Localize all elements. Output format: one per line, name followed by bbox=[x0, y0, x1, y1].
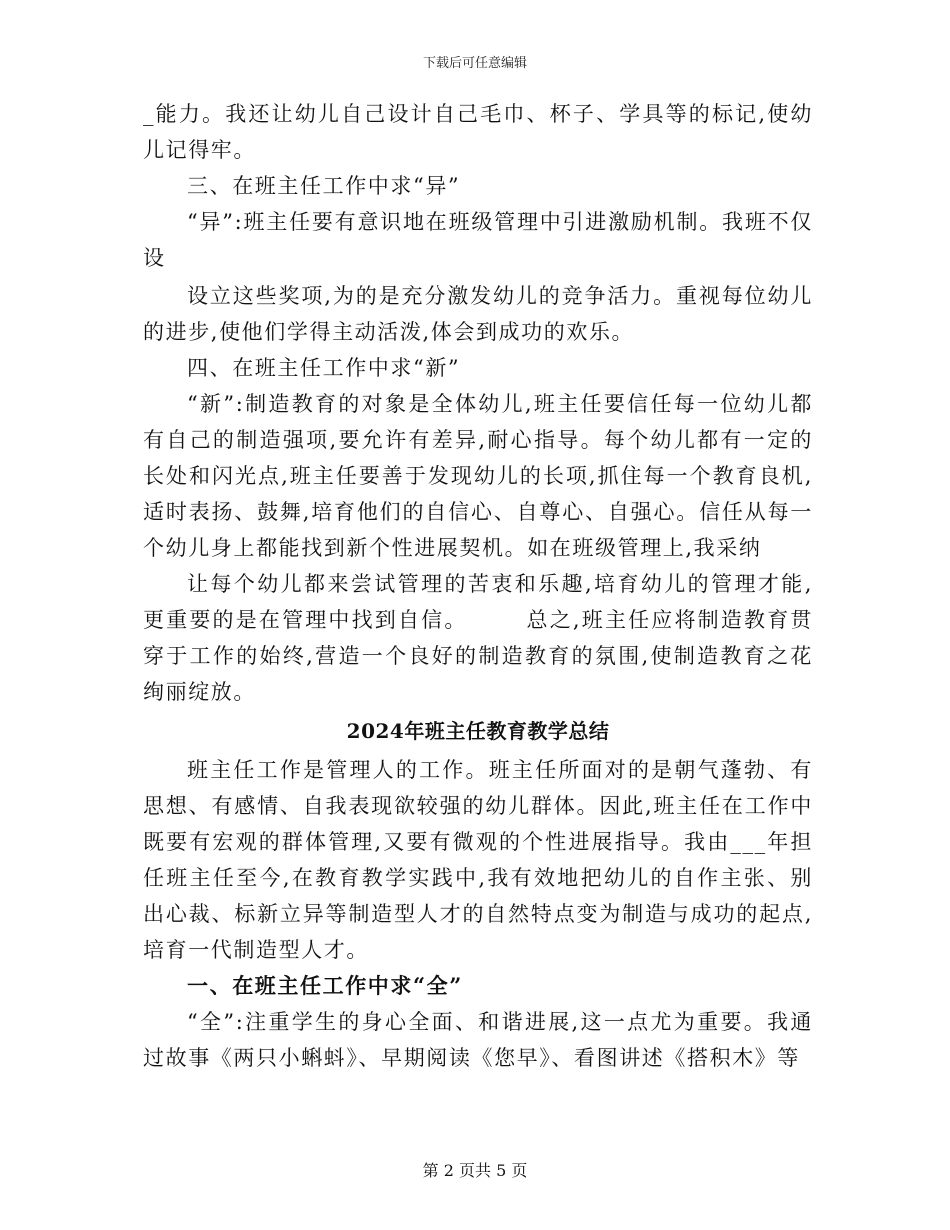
paragraph-management: 让每个幼儿都来尝试管理的苦衷和乐趣,培育幼儿的管理才能,更重要的是在管理中找到自信。 总之,班主任应将制造教育贯穿于工作的始终,营造一个良好的制造教育的氛围,使制造教育之花绚丽绽放。 bbox=[143, 572, 813, 704]
document-body bbox=[143, 96, 813, 1076]
paragraph-intro: 班主任工作是管理人的工作。班主任所面对的是朝气蓬勃、有思想、有感情、自我表现欲较强的幼儿群体。因此,班主任在工作中既要有宏观的群体管理,又要有微观的个性进展指导。我由___年担任班主任至今,在教育教学实践中,我有效地把幼儿的自作主张、别出心裁、标新立异等制造型人才的自然特点变为制造与成功的起点,培育一代制造型人才。 bbox=[143, 758, 813, 962]
document-title: 2024年班主任教育教学总结 bbox=[346, 719, 610, 743]
section-heading-4: 四、在班主任工作中求“新” bbox=[187, 356, 461, 380]
paragraph-xin: “新”:制造教育的对象是全体幼儿,班主任要信任每一位幼儿都有自己的制造强项,要允许有差异,耐心指导。每个幼儿都有一定的长处和闪光点,班主任要善于发现幼儿的长项,抓住每一个教育良机,适时表扬、鼓舞,培育他们的自信心、自尊心、自强心。信任从每一个幼儿身上都能找到新个性进展契机。如在班级管理上,我采纳 bbox=[143, 392, 813, 560]
header-note: 下载后可任意编辑 bbox=[422, 56, 527, 71]
paragraph-yi: “异”:班主任要有意识地在班级管理中引进激励机制。我班不仅设 bbox=[143, 210, 813, 270]
paragraph-quan: “全”:注重学生的身心全面、和谐进展,这一点尤为重要。我通过故事《两只小蝌蚪》、早期阅读《您早》、看图讲述《搭积木》等 bbox=[143, 1010, 813, 1070]
page-number: 第 2 页共 5 页 bbox=[422, 1161, 528, 1180]
section-heading-1: 一、在班主任工作中求“全” bbox=[187, 973, 463, 998]
paragraph-awards: 设立这些奖项,为的是充分激发幼儿的竞争活力。重视每位幼儿的进步,使他们学得主动活泼,体会到成功的欢乐。 bbox=[143, 284, 813, 344]
section-heading-3: 三、在班主任工作中求“异” bbox=[187, 174, 461, 198]
paragraph-continuation: _能力。我还让幼儿自己设计自己毛巾、杯子、学具等的标记,使幼儿记得牢。 bbox=[143, 102, 813, 162]
